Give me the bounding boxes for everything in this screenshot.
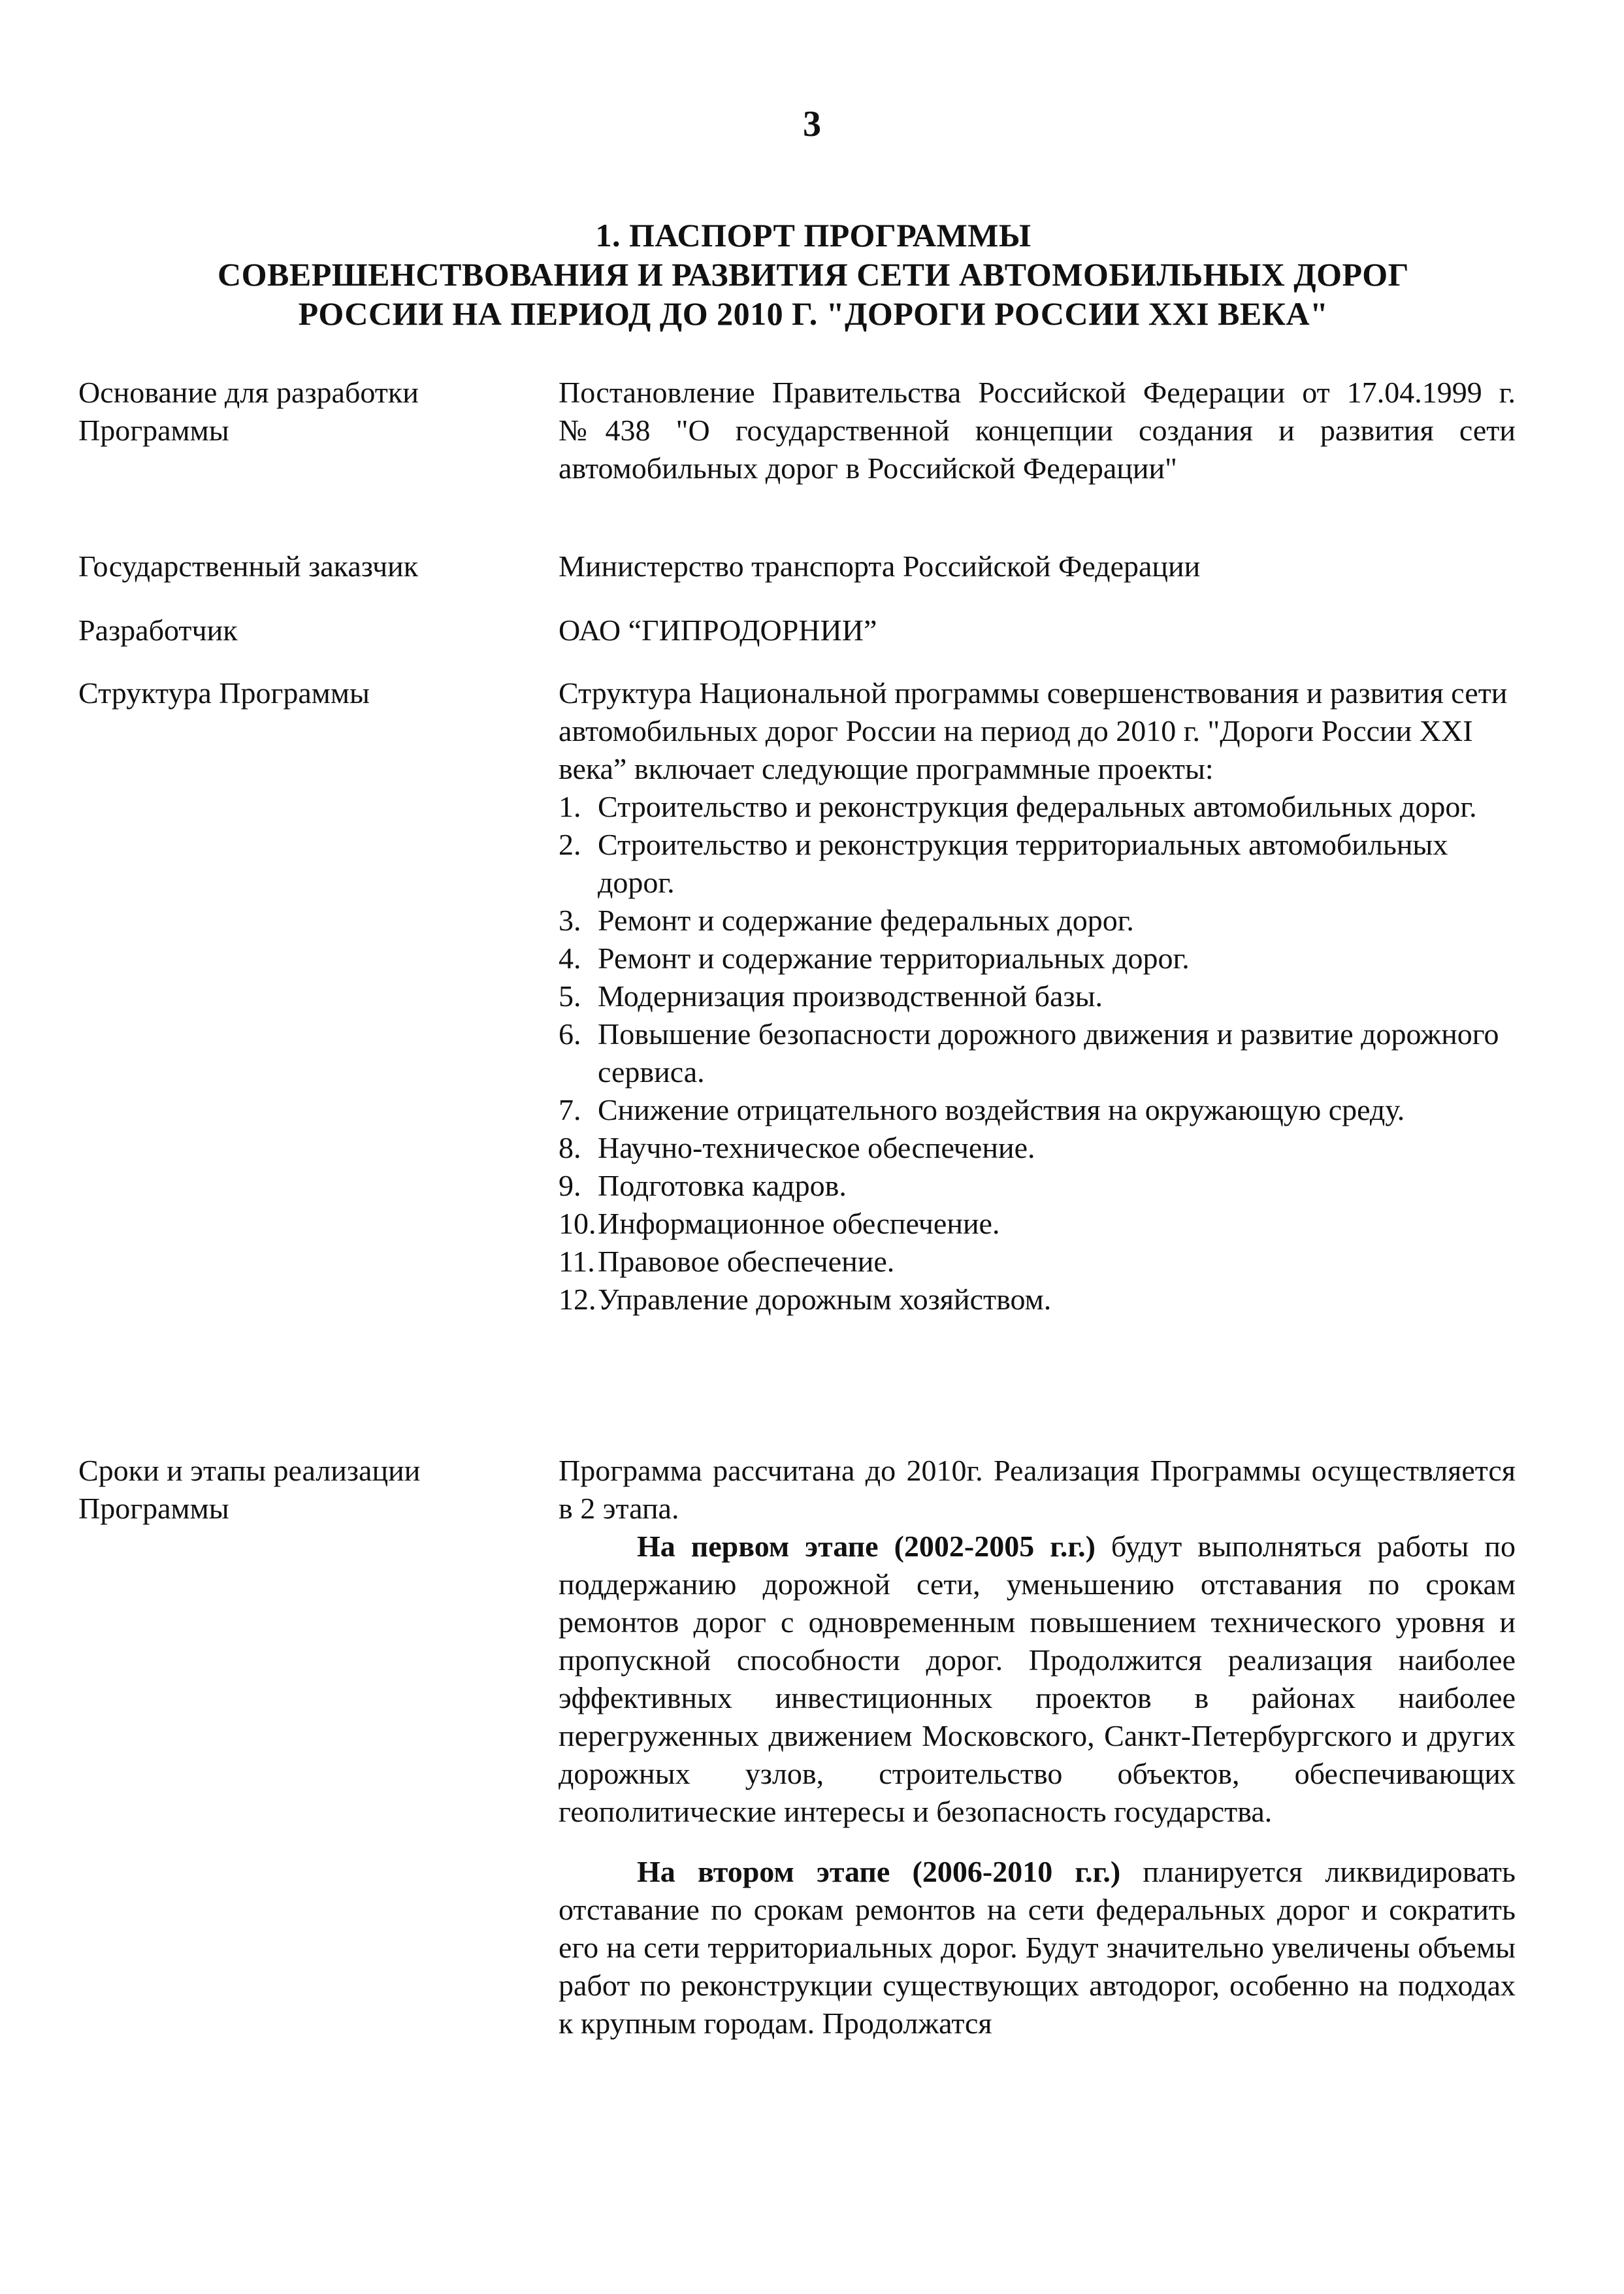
list-item-text: Снижение отрицательного воздействия на окружающую среду.	[598, 1093, 1405, 1126]
document-title	[131, 216, 1496, 333]
developer-value: ОАО “ГИПРОДОРНИИ”	[559, 614, 877, 647]
title-line-3: РОССИИ НА ПЕРИОД ДО 2010 Г. "ДОРОГИ РОССИИ XXI ВЕКА"	[298, 295, 1329, 332]
passport-row-structure	[78, 674, 1508, 1432]
list-item-text: Подготовка кадров.	[598, 1169, 847, 1202]
structure-label: Структура Программы	[78, 676, 370, 710]
list-item-text: Повышение безопасности дорожного движения и развитие дорожного сервиса.	[598, 1017, 1499, 1089]
stage-2-heading: На втором этапе (2006-2010 г.г.)	[637, 1855, 1121, 1888]
title-line-2: СОВЕРШЕНСТВОВАНИЯ И РАЗВИТИЯ СЕТИ АВТОМОБИЛЬНЫХ ДОРОГ	[218, 256, 1409, 293]
list-item-text: Модернизация производственной базы.	[598, 979, 1103, 1013]
stages-value	[559, 1452, 1516, 2042]
list-item-number: 10.	[559, 1207, 596, 1240]
stages-label: Сроки и этапы реализации Программы	[78, 1454, 421, 1525]
stage-1-paragraph	[559, 1528, 1516, 1831]
list-item	[559, 1015, 1516, 1091]
basis-value: Постановление Правительства Российской Федерации от 17.04.1999 г. №438 "О государственной концепции создания и развития сети автомобильных дорог в Российской Федерации"	[559, 376, 1516, 485]
title-line-1: 1. ПАСПОРТ ПРОГРАММЫ	[595, 217, 1031, 254]
passport-row-basis	[78, 374, 1516, 531]
list-item	[559, 1281, 1516, 1319]
list-item-text: Строительство и реконструкция федеральных автомобильных дорог.	[598, 790, 1477, 823]
list-item	[559, 826, 1516, 902]
list-item-text: Управление дорожным хозяйством.	[598, 1283, 1052, 1316]
list-item-number: 4.	[559, 942, 581, 975]
list-item-number: 5.	[559, 979, 581, 1013]
list-item-number: 7.	[559, 1093, 581, 1126]
basis-label: Основание для разработки Программы	[78, 376, 419, 447]
structure-value	[559, 674, 1516, 1319]
list-item-number: 3.	[559, 904, 581, 937]
list-item-text: Строительство и реконструкция территориальных автомобильных дорог.	[598, 828, 1448, 899]
stages-intro: Программа рассчитана до 2010г. Реализация Программы осуществляется в 2 этапа.	[559, 1454, 1516, 1525]
list-item	[559, 788, 1516, 826]
list-item-number: 12.	[559, 1283, 596, 1316]
developer-label: Разработчик	[78, 614, 238, 647]
passport-row-stages	[78, 1452, 1516, 2236]
list-item-number: 8.	[559, 1131, 581, 1164]
list-item-text: Информационное обеспечение.	[598, 1207, 1000, 1240]
list-item	[559, 1167, 1516, 1205]
list-item	[559, 977, 1516, 1015]
customer-label: Государственный заказчик	[78, 549, 419, 583]
page-number: 3	[803, 104, 821, 144]
list-item-number: 9.	[559, 1169, 581, 1202]
list-item	[559, 940, 1516, 977]
structure-list	[559, 788, 1516, 1319]
list-item	[559, 1243, 1516, 1281]
list-item	[559, 1129, 1516, 1167]
list-item-number: 2.	[559, 828, 581, 861]
stage-2-paragraph	[559, 1853, 1516, 2042]
structure-intro: Структура Национальной программы совершенствования и развития сети автомобильных дорог России на период до 2010 г. "Дороги России XXI века” включает следующие программные проекты:	[559, 676, 1508, 785]
stage-1-text: будут выполняться работы по поддержанию дорожной сети, уменьшению отставания по срокам ремонтов дорог с одновременным повышением технического уровня и пропускной способности дорог. Продолжится реализация наиболее эффективных инвестиционных проектов в районах наиболее перегруженных движением Московского, Санкт-Петербургского и других дорожных узлов, строительство объектов, обеспечивающих геополитические интересы и безопасность государства.	[559, 1530, 1516, 1828]
passport-row-customer	[78, 548, 1437, 587]
list-item-text: Ремонт и содержание федеральных дорог.	[598, 904, 1134, 937]
passport-row-developer	[78, 612, 1437, 651]
list-item-number: 1.	[559, 790, 581, 823]
customer-value: Министерство транспорта Российской Федерации	[559, 549, 1201, 583]
list-item-text: Правовое обеспечение.	[598, 1245, 895, 1278]
list-item	[559, 902, 1516, 940]
list-item	[559, 1205, 1516, 1243]
stage-2-text: планируется ликвидировать отставание по срокам ремонтов на сети федеральных дорог и сократить его на сети территориальных дорог. Будут значительно увеличены объемы работ по реконструкции существующих автодорог, особенно на подходах к крупным городам. Продолжатся	[559, 1855, 1516, 2040]
list-item-number: 11.	[559, 1245, 595, 1278]
list-item-text: Ремонт и содержание территориальных дорог.	[598, 942, 1190, 975]
stage-1-heading: На первом этапе (2002-2005 г.г.)	[637, 1530, 1096, 1563]
list-item-number: 6.	[559, 1017, 581, 1051]
list-item-text: Научно-техническое обеспечение.	[598, 1131, 1035, 1164]
list-item	[559, 1091, 1516, 1129]
